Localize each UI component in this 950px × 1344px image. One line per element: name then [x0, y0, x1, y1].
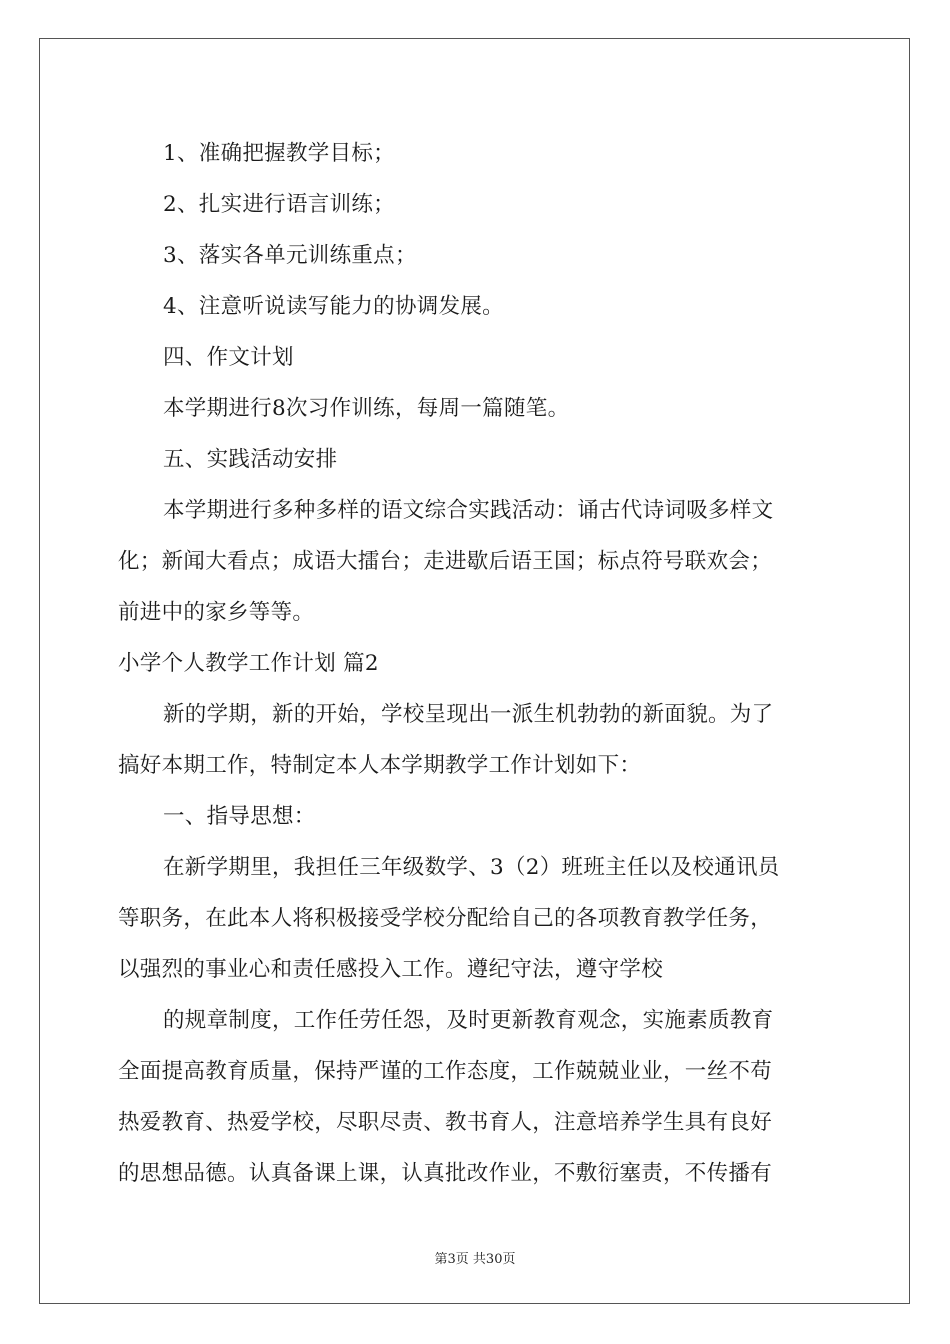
text-line: 2、扎实进行语言训练；: [163, 192, 395, 217]
text-line: 前进中的家乡等等。: [118, 600, 315, 625]
text-line: 等职务，在此本人将积极接受学校分配给自己的各项教育教学任务，: [118, 906, 773, 931]
text-line: 本学期进行8次习作训练，每周一篇随笔。: [163, 396, 570, 421]
text-line: 全面提高教育质量，保持严谨的工作态度，工作兢兢业业，一丝不苟: [118, 1059, 773, 1084]
text-line: 的思想品德。认真备课上课，认真批改作业，不敷衍塞责，不传播有: [118, 1161, 773, 1186]
text-line: 的规章制度，工作任劳任怨，及时更新教育观念，实施素质教育: [163, 1008, 774, 1033]
text-line: 化；新闻大看点；成语大擂台；走进歇后语王国；标点符号联欢会；: [118, 549, 773, 574]
text-line: 新的学期，新的开始，学校呈现出一派生机勃勃的新面貌。为了: [163, 702, 774, 727]
text-line: 3、落实各单元训练重点；: [163, 243, 417, 268]
article-title: 小学个人教学工作计划 篇2: [118, 651, 379, 676]
text-line: 4、注意听说读写能力的协调发展。: [163, 294, 504, 319]
text-line: 热爱教育、热爱学校，尽职尽责、教书育人，注意培养学生具有良好: [118, 1110, 773, 1135]
text-line: 搞好本期工作，特制定本人本学期教学工作计划如下：: [118, 753, 642, 778]
document-body: [118, 128, 838, 1199]
page-number-footer: 第3页 共30页: [434, 1252, 516, 1267]
section-heading: 一、指导思想：: [163, 804, 316, 829]
section-heading: 四、作文计划: [163, 345, 294, 370]
text-line: 本学期进行多种多样的语文综合实践活动：诵古代诗词吸多样文: [163, 498, 774, 523]
text-line: 1、准确把握教学目标；: [163, 141, 395, 166]
text-line: 在新学期里，我担任三年级数学、3（2）班班主任以及校通讯员: [163, 855, 780, 880]
text-line: 以强烈的事业心和责任感投入工作。遵纪守法，遵守学校: [118, 957, 664, 982]
section-heading: 五、实践活动安排: [163, 447, 338, 472]
